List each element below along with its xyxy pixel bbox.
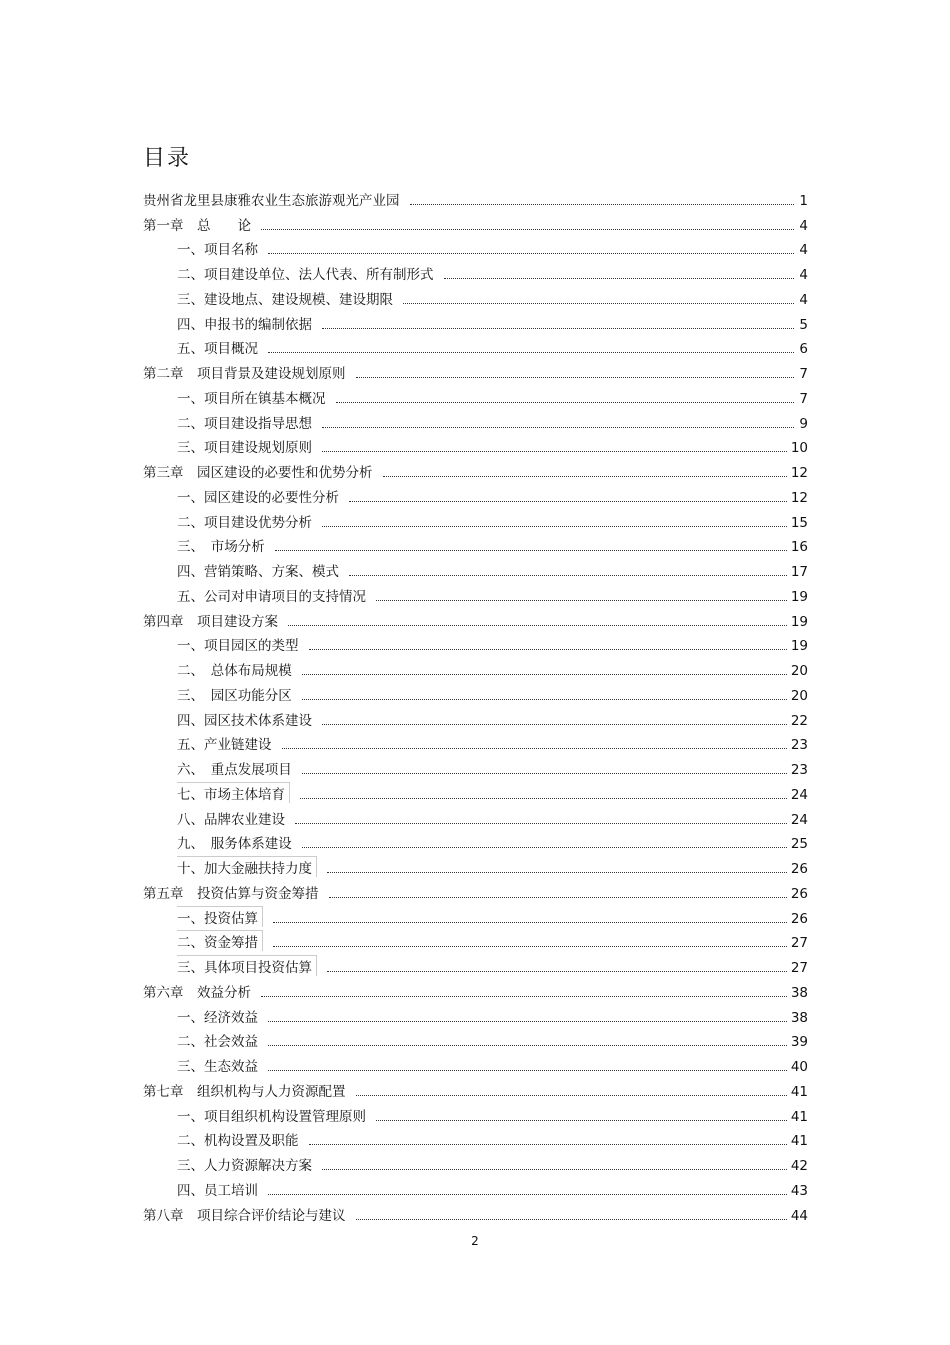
dot-leader [302,674,787,675]
toc-entry-label: 贵州省龙里县康雅农业生态旅游观光产业园 [143,192,400,209]
dot-leader [282,748,787,749]
toc-subentry[interactable] [143,580,808,605]
dot-leader [309,1144,787,1145]
toc-entry-label: 五、产业链建设 [177,737,272,754]
toc-subentry[interactable] [143,704,808,729]
toc-entry-label: 三、 市场分析 [177,539,265,556]
dot-leader [356,377,795,378]
toc-entry-label: 一、项目所在镇基本概况 [177,390,326,407]
dot-leader [356,1219,787,1220]
dot-leader [268,1045,787,1046]
toc-entry-page: 26 [790,885,808,902]
table-of-contents [143,184,808,1224]
toc-subentry[interactable] [143,927,808,952]
toc-entry-page: 27 [790,935,808,952]
toc-entry-page: 10 [790,440,808,457]
toc-subentry[interactable] [143,1125,808,1150]
toc-entry-label: 第二章 项目背景及建设规划原则 [143,366,346,382]
toc-entry-label: 四、园区技术体系建设 [177,712,312,729]
toc-entry-label: 四、员工培训 [177,1182,258,1199]
dot-leader [322,526,787,527]
toc-chapter-entry[interactable] [143,976,808,1001]
toc-entry-label: 第四章 项目建设方案 [143,613,278,630]
toc-subentry[interactable] [143,630,808,655]
toc-entry-page: 4 [799,267,808,283]
dot-leader [329,897,787,898]
toc-entry-label: 四、申报书的编制依据 [177,316,312,333]
dot-leader [322,724,787,725]
dot-leader [268,253,794,254]
toc-entry-page: 23 [790,737,808,754]
dot-leader [336,402,795,403]
toc-chapter-entry[interactable] [143,605,808,630]
dot-leader [261,229,794,230]
toc-subentry[interactable] [143,506,808,531]
toc-entry-page: 4 [799,242,808,259]
dot-leader [261,996,787,997]
dot-leader [268,1194,787,1195]
toc-entry-page: 6 [799,341,808,358]
toc-entry-page: 38 [790,1009,808,1026]
toc-subentry[interactable] [143,679,808,704]
dot-leader [302,773,787,774]
toc-entry-page: 17 [790,564,808,580]
toc-chapter-entry[interactable] [143,184,808,209]
toc-entry-label: 一、项目名称 [177,242,258,259]
dot-leader [309,649,787,650]
dot-leader [410,204,795,205]
toc-entry-page: 25 [790,836,808,853]
toc-entry-page: 19 [790,613,808,630]
toc-entry-page: 26 [790,910,808,927]
toc-subentry[interactable] [143,729,808,754]
toc-entry-page: 44 [790,1207,808,1224]
toc-entry-page: 5 [799,316,808,333]
toc-subentry[interactable] [143,778,808,803]
toc-chapter-entry[interactable] [143,877,808,902]
toc-entry-label: 三、人力资源解决方案 [177,1158,312,1174]
dot-leader [268,1070,787,1071]
dot-leader [288,625,787,626]
toc-entry-label: 七、市场主体培育 [177,782,290,803]
dot-leader [302,847,787,848]
toc-subentry[interactable] [143,234,808,259]
dot-leader [302,699,787,700]
dot-leader [403,303,794,304]
page-number: 2 [471,1234,479,1248]
toc-entry-label: 一、项目园区的类型 [177,638,299,655]
toc-entry-label: 二、 总体布局规模 [177,663,292,679]
toc-entry-page: 4 [799,291,808,308]
toc-subentry[interactable] [143,1100,808,1125]
toc-subentry[interactable] [143,481,808,506]
toc-subentry[interactable] [143,308,808,333]
toc-entry-page: 23 [790,762,808,778]
toc-entry-label: 四、营销策略、方案、模式 [177,564,339,580]
dot-leader [268,1021,787,1022]
toc-subentry[interactable] [143,951,808,976]
toc-entry-label: 三、具体项目投资估算 [177,955,317,976]
toc-subentry[interactable] [143,803,808,828]
toc-subentry[interactable] [143,1174,808,1199]
dot-leader [268,352,794,353]
toc-chapter-entry[interactable] [143,1075,808,1100]
toc-entry-page: 1 [799,192,808,209]
toc-entry-page: 38 [790,984,808,1001]
toc-entry-page: 7 [799,390,808,407]
toc-entry-page: 19 [790,638,808,655]
toc-entry-page: 7 [799,366,808,382]
toc-entry-page: 9 [799,415,808,432]
dot-leader [273,922,787,923]
toc-entry-page: 41 [790,1133,808,1150]
toc-chapter-entry[interactable] [143,456,808,481]
toc-entry-page: 41 [790,1108,808,1125]
toc-subentry[interactable] [143,852,808,877]
toc-entry-page: 40 [790,1059,808,1075]
toc-subentry[interactable] [143,382,808,407]
toc-entry-label: 三、项目建设规划原则 [177,440,312,457]
toc-entry-page: 19 [790,588,808,605]
toc-entry-label: 二、项目建设优势分析 [177,514,312,531]
toc-subentry[interactable] [143,258,808,283]
toc-entry-label: 第三章 园区建设的必要性和优势分析 [143,465,373,481]
toc-entry-page: 16 [790,539,808,556]
toc-chapter-entry[interactable] [143,209,808,234]
toc-entry-label: 五、公司对申请项目的支持情况 [177,588,366,605]
dot-leader [322,1169,787,1170]
dot-leader [383,476,787,477]
dot-leader [376,600,787,601]
dot-leader [444,278,795,279]
toc-entry-label: 第五章 投资估算与资金筹措 [143,885,319,902]
toc-subentry[interactable] [143,1149,808,1174]
dot-leader [322,451,787,452]
toc-entry-page: 22 [790,712,808,729]
toc-entry-page: 24 [790,811,808,828]
toc-entry-label: 第六章 效益分析 [143,984,251,1001]
toc-subentry[interactable] [143,432,808,457]
toc-entry-page: 4 [799,217,808,234]
dot-leader [322,427,794,428]
dot-leader [322,328,794,329]
toc-entry-label: 二、机构设置及职能 [177,1133,299,1150]
toc-entry-label: 三、建设地点、建设规模、建设期限 [177,291,393,308]
toc-entry-page: 41 [790,1083,808,1100]
toc-entry-page: 39 [790,1034,808,1051]
toc-chapter-entry[interactable] [143,357,808,382]
toc-entry-label: 第七章 组织机构与人力资源配置 [143,1083,346,1100]
toc-entry-label: 九、 服务体系建设 [177,836,292,853]
dot-leader [327,971,787,972]
toc-entry-label: 十、加大金融扶持力度 [177,856,317,877]
toc-subentry[interactable] [143,902,808,927]
toc-subentry[interactable] [143,828,808,853]
toc-entry-label: 二、项目建设单位、法人代表、所有制形式 [177,267,434,283]
toc-entry-page: 20 [790,663,808,679]
toc-entry-label: 三、 园区功能分区 [177,687,292,704]
dot-leader [300,798,787,799]
toc-entry-page: 15 [790,514,808,531]
toc-entry-label: 第一章 总 论 [143,217,251,234]
toc-subentry[interactable] [143,333,808,358]
toc-subentry[interactable] [143,1026,808,1051]
toc-entry-label: 二、资金筹措 [177,930,263,951]
toc-entry-page: 24 [790,786,808,803]
dot-leader [376,1120,787,1121]
toc-chapter-entry[interactable] [143,1199,808,1224]
toc-subentry[interactable] [143,283,808,308]
toc-entry-label: 二、社会效益 [177,1034,258,1051]
toc-entry-label: 八、品牌农业建设 [177,811,285,828]
toc-subentry[interactable] [143,753,808,778]
toc-entry-label: 一、园区建设的必要性分析 [177,489,339,506]
toc-subentry[interactable] [143,407,808,432]
toc-entry-page: 27 [790,960,808,976]
toc-subentry[interactable] [143,531,808,556]
dot-leader [295,823,787,824]
toc-entry-label: 六、 重点发展项目 [177,762,292,778]
toc-entry-page: 26 [790,861,808,877]
toc-entry-label: 五、项目概况 [177,341,258,358]
toc-entry-page: 12 [790,489,808,506]
dot-leader [275,550,787,551]
dot-leader [349,501,787,502]
toc-entry-label: 一、投资估算 [177,906,263,927]
toc-subentry[interactable] [143,654,808,679]
dot-leader [349,575,787,576]
toc-entry-page: 42 [790,1158,808,1174]
toc-entry-page: 20 [790,687,808,704]
toc-entry-page: 12 [790,465,808,481]
toc-entry-label: 一、经济效益 [177,1009,258,1026]
toc-subentry[interactable] [143,555,808,580]
toc-subentry[interactable] [143,1001,808,1026]
dot-leader [327,872,787,873]
toc-entry-label: 第八章 项目综合评价结论与建议 [143,1207,346,1224]
dot-leader [273,946,787,947]
toc-subentry[interactable] [143,1050,808,1075]
toc-entry-label: 三、生态效益 [177,1059,258,1075]
toc-entry-label: 一、项目组织机构设置管理原则 [177,1108,366,1125]
dot-leader [356,1095,787,1096]
toc-title: 目录 [143,146,192,171]
toc-entry-label: 二、项目建设指导思想 [177,415,312,432]
toc-entry-page: 43 [790,1182,808,1199]
